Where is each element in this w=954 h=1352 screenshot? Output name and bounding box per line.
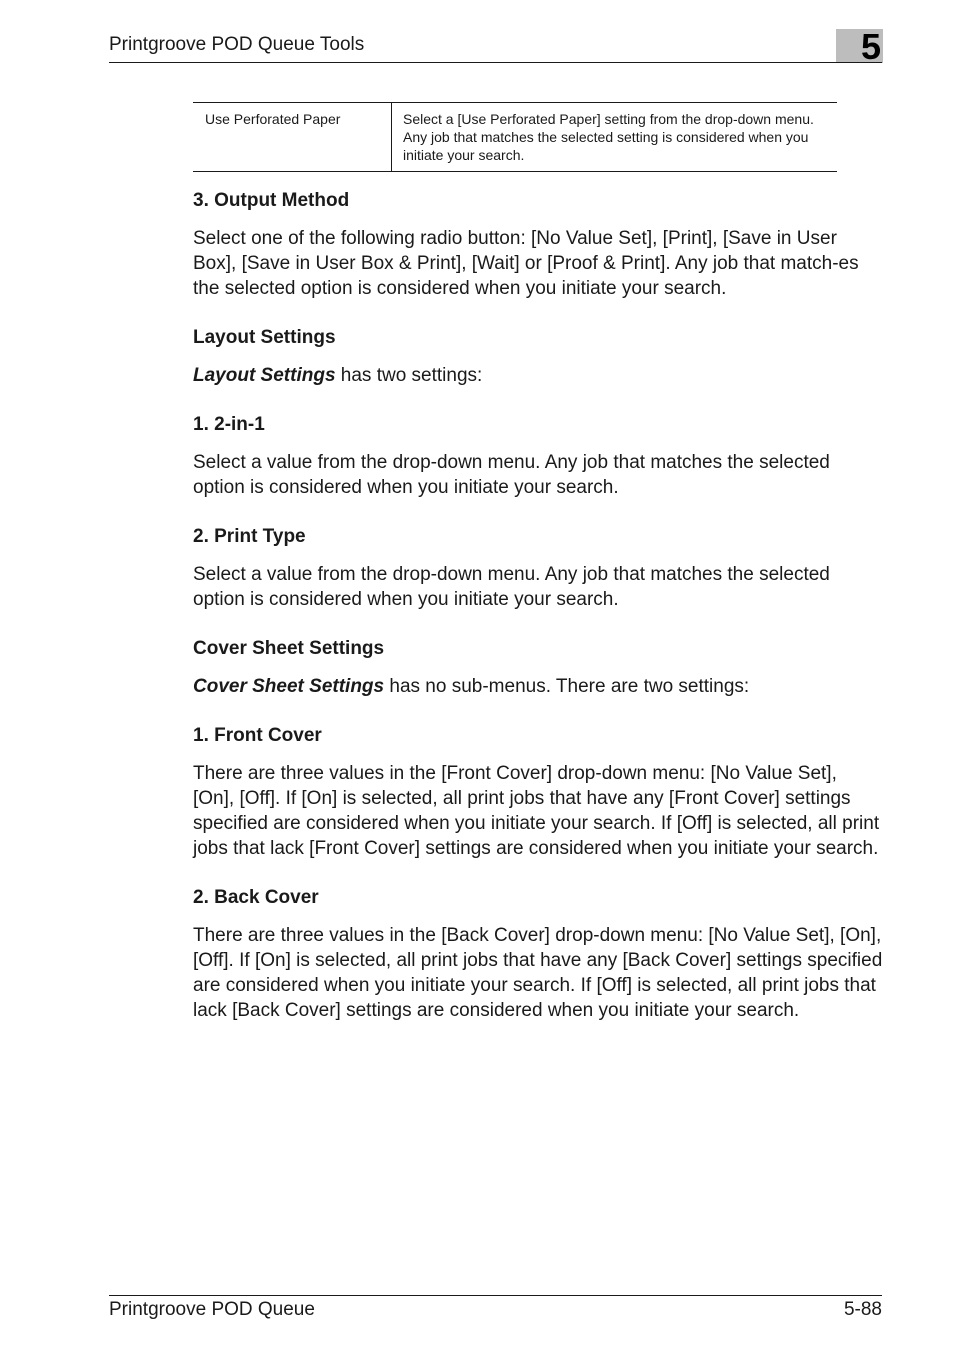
footer-document-title: Printgroove POD Queue — [109, 1299, 315, 1320]
table-cell-setting-description: Select a [Use Perforated Paper] setting from the drop-down menu. Any job that matches the selected setting is considered when you initiate your search. — [403, 111, 814, 163]
paragraph-print-type: Select a value from the drop-down menu. Any job that matches the selected option is considered when you initiate your search. — [193, 564, 830, 610]
paragraph-back-cover: There are three values in the [Back Cover] drop-down menu: [No Value Set], [On], [Off]. If [On] is selected, all print jobs that have any [Back Cover] settings specified are considered when you initiate your search. If [Off] is selected, all print jobs that lack [Back Cover] settings are considered when you initiate your search. — [193, 925, 883, 1021]
paragraph-2-in-1: Select a value from the drop-down menu. Any job that matches the selected option is considered when you initiate your search. — [193, 452, 830, 498]
intro-cover-sheet-rest: has no sub-menus. There are two settings: — [384, 676, 750, 697]
intro-layout-settings-rest: has two settings: — [335, 365, 483, 386]
footer-divider — [109, 1295, 882, 1296]
header-divider — [109, 62, 882, 63]
heading-layout-settings: Layout Settings — [193, 327, 336, 348]
term-layout-settings: Layout Settings — [193, 365, 336, 386]
running-header-title: Printgroove POD Queue Tools — [109, 34, 365, 55]
chapter-number: 5 — [860, 26, 881, 67]
paragraph-front-cover: There are three values in the [Front Cover] drop-down menu: [No Value Set], [On], [Off]. If [On] is selected, all print jobs that have any [Front Cover] settings specified are considered when you initiate your search. If [Off] is selected, all print jobs that lack [Front Cover] settings are considered when you initiate your search. — [193, 763, 880, 859]
heading-print-type: 2. Print Type — [193, 526, 306, 547]
paragraph-cover-sheet-intro — [193, 674, 883, 699]
paragraph-output-method: Select one of the following radio button: [No Value Set], [Print], [Save in User Box], [Save in User Box & Print], [Wait] or [Proof & Print]. Any job that match-es the selected option is considered when you initiate your search. — [193, 228, 859, 299]
page-number: 5-88 — [843, 1299, 882, 1320]
paragraph-layout-settings-intro — [193, 363, 883, 388]
settings-table — [193, 102, 837, 172]
heading-front-cover: 1. Front Cover — [193, 725, 322, 746]
table-cell-setting-name: Use Perforated Paper — [193, 103, 392, 172]
main-content — [193, 188, 883, 1023]
heading-2-in-1: 1. 2-in-1 — [193, 414, 265, 435]
heading-cover-sheet-settings: Cover Sheet Settings — [193, 638, 385, 659]
heading-back-cover: 2. Back Cover — [193, 887, 319, 908]
heading-output-method: 3. Output Method — [193, 190, 350, 211]
chapter-tab — [836, 26, 883, 67]
table-row — [193, 103, 837, 172]
term-cover-sheet-settings: Cover Sheet Settings — [193, 676, 385, 697]
